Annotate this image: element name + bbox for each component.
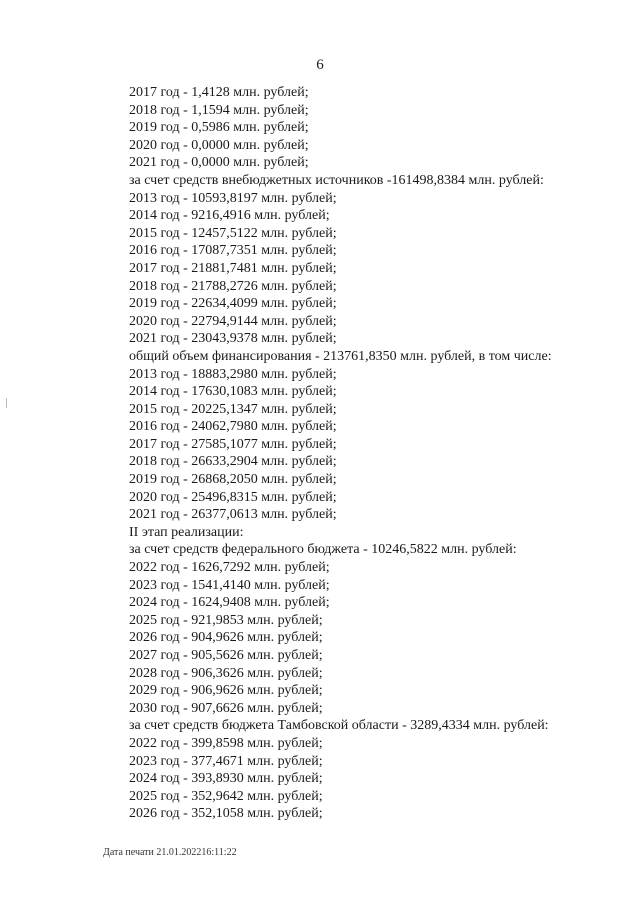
- text-line: 2024 год - 393,8930 млн. рублей;: [129, 771, 323, 787]
- text-line: 2023 год - 1541,4140 млн. рублей;: [129, 577, 330, 593]
- text-line: 2022 год - 1626,7292 млн. рублей;: [129, 560, 330, 576]
- text-line: 2021 год - 0,0000 млн. рублей;: [129, 155, 309, 171]
- section-heading-regional-budget: за счет средств бюджета Тамбовской области - 3289,4334 млн. рублей:: [129, 718, 549, 734]
- text-line: 2022 год - 399,8598 млн. рублей;: [129, 735, 323, 751]
- text-line: 2021 год - 23043,9378 млн. рублей;: [129, 331, 337, 347]
- text-line: 2018 год - 26633,2904 млн. рублей;: [129, 454, 337, 470]
- document-body: [129, 84, 629, 823]
- section-heading-federal-budget: за счет средств федерального бюджета - 10246,5822 млн. рублей:: [129, 542, 517, 558]
- text-line: 2020 год - 22794,9144 млн. рублей;: [129, 313, 337, 329]
- text-line: 2026 год - 352,1058 млн. рублей;: [129, 806, 323, 822]
- text-line: 2025 год - 352,9642 млн. рублей;: [129, 788, 323, 804]
- text-line: 2023 год - 377,4671 млн. рублей;: [129, 753, 323, 769]
- text-line: 2017 год - 27585,1077 млн. рублей;: [129, 436, 337, 452]
- text-line: 2013 год - 18883,2980 млн. рублей;: [129, 366, 337, 382]
- text-line: 2017 год - 1,4128 млн. рублей;: [129, 85, 309, 100]
- text-line: 2015 год - 12457,5122 млн. рублей;: [129, 225, 337, 241]
- stage-heading: II этап реализации:: [129, 524, 244, 540]
- text-line: 2019 год - 0,5986 млн. рублей;: [129, 120, 309, 136]
- print-date-footer: Дата печати 21.01.202216:11:22: [103, 847, 237, 858]
- text-line: 2013 год - 10593,8197 млн. рублей;: [129, 190, 337, 206]
- text-line: 2030 год - 907,6626 млн. рублей;: [129, 700, 323, 716]
- text-line: 2015 год - 20225,1347 млн. рублей;: [129, 401, 337, 417]
- text-line: 2024 год - 1624,9408 млн. рублей;: [129, 595, 330, 611]
- text-line: 2018 год - 21788,2726 млн. рублей;: [129, 278, 337, 294]
- text-line: 2017 год - 21881,7481 млн. рублей;: [129, 260, 337, 276]
- page-number: 6: [316, 57, 324, 73]
- text-line: 2020 год - 0,0000 млн. рублей;: [129, 137, 309, 153]
- text-line: 2021 год - 26377,0613 млн. рублей;: [129, 507, 337, 523]
- edge-scan-mark: [6, 398, 7, 408]
- text-line: 2029 год - 906,9626 млн. рублей;: [129, 683, 323, 699]
- text-line: 2020 год - 25496,8315 млн. рублей;: [129, 489, 337, 505]
- section-heading-extrabudgetary: за счет средств внебюджетных источников -161498,8384 млн. рублей:: [129, 172, 544, 188]
- text-line: 2016 год - 17087,7351 млн. рублей;: [129, 243, 337, 259]
- text-line: 2014 год - 9216,4916 млн. рублей;: [129, 208, 330, 224]
- text-line: 2027 год - 905,5626 млн. рублей;: [129, 648, 323, 663]
- text-line: 2025 год - 921,9853 млн. рублей;: [129, 612, 323, 628]
- text-line: 2019 год - 22634,4099 млн. рублей;: [129, 296, 337, 312]
- text-line: 2019 год - 26868,2050 млн. рублей;: [129, 472, 337, 488]
- text-line: 2018 год - 1,1594 млн. рублей;: [129, 102, 309, 118]
- text-line: 2026 год - 904,9626 млн. рублей;: [129, 630, 323, 646]
- text-line: 2014 год - 17630,1083 млн. рублей;: [129, 384, 337, 400]
- text-line: 2028 год - 906,3626 млн. рублей;: [129, 665, 323, 681]
- section-heading-total-funding: общий объем финансирования - 213761,8350 млн. рублей, в том числе:: [129, 348, 552, 364]
- text-line: 2016 год - 24062,7980 млн. рублей;: [129, 419, 337, 435]
